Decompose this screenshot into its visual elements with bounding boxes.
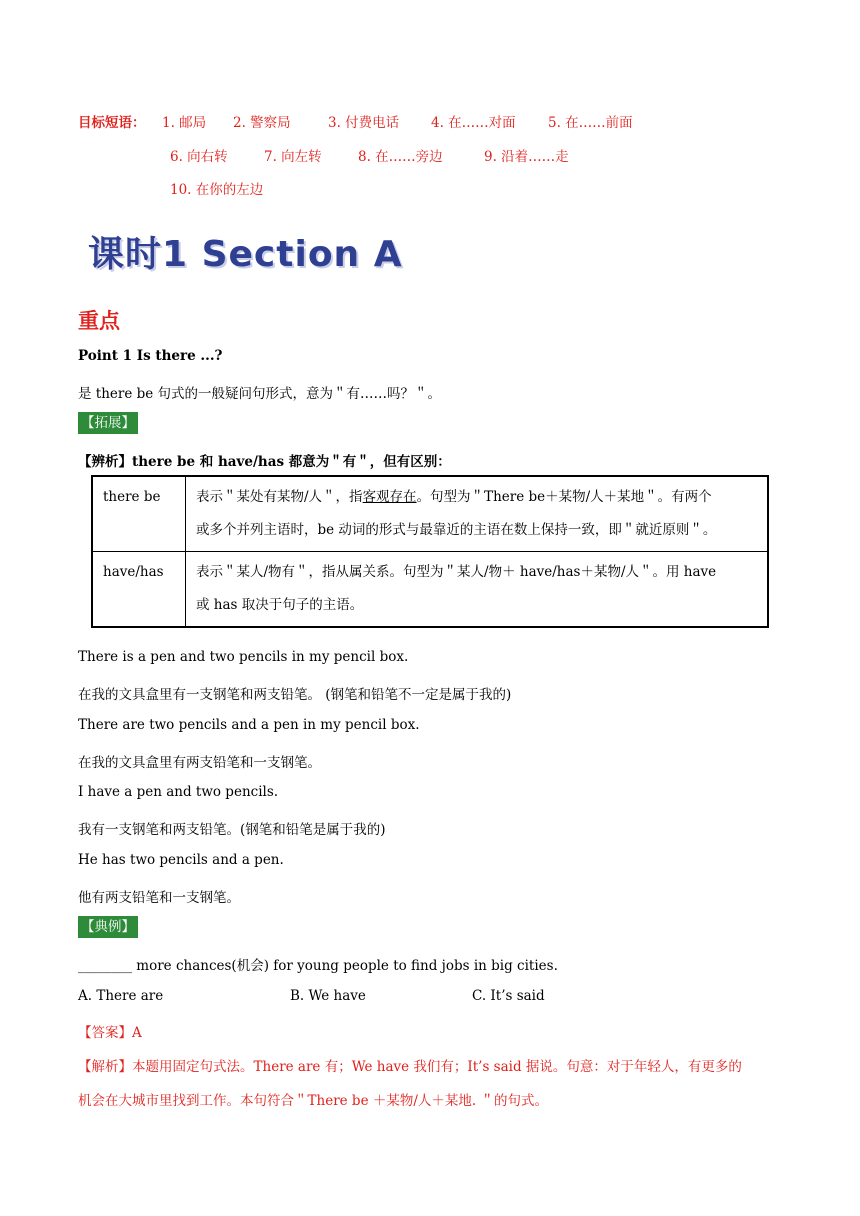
example-sentence: There are two pencils and a pen in my pencil box. [78,717,420,733]
target-phrase-item: 4. 在……对面 [431,115,516,131]
example-translation: 在我的文具盒里有一支钢笔和两支铅笔。 (钢笔和铅笔不一定是属于我的) [78,687,512,703]
cell-text: 表示＂某人/物有＂，指从属关系。句型为＂某人/物＋ have/has＋某物/人＂。用 have [196,564,717,580]
key-points-heading: 重点 [78,308,120,333]
analysis-title: 【辨析】there be 和 have/has 都意为＂有＂，但有区别： [78,454,451,470]
comparison-table [91,475,769,628]
target-phrase-item: 1. 邮局 [162,115,207,131]
example-tag: 【典例】 [78,916,138,938]
cell-text: 表示＂某处有某物/人＂，指 [196,489,363,505]
answer-option-a: A. There are [78,988,164,1004]
example-sentence: There is a pen and two pencils in my pencil box. [78,649,409,665]
target-phrase-item: 7. 向左转 [264,149,322,165]
target-phrase-item: 2. 警察局 [233,115,291,131]
question-text: ________ more chances(机会) for young people to find jobs in big cities. [78,958,558,974]
answer-text: 【答案】A [78,1025,142,1041]
point-description: 是 there be 句式的一般疑问句形式，意为＂有……吗？＂。 [78,386,442,402]
table-value-cell [186,476,769,552]
expand-tag: 【拓展】 [78,412,138,434]
cell-text: 或 has 取决于句子的主语。 [196,597,364,613]
answer-option-b: B. We have [290,988,366,1004]
answer-option-c: C. It’s said [472,988,545,1004]
example-translation: 我有一支钢笔和两支铅笔。(钢笔和铅笔是属于我的) [78,822,386,838]
target-phrase-item: 5. 在……前面 [548,115,633,131]
example-sentence: He has two pencils and a pen. [78,852,284,868]
section-banner: 课时1 Section A [88,234,403,275]
target-phrase-item: 10. 在你的左边 [170,182,264,198]
example-translation: 他有两支铅笔和一支钢笔。 [78,890,240,906]
explanation-line: 【解析】本题用固定句式法。There are 有；We have 我们有；It’s said 据说。句意：对于年轻人，有更多的 [78,1059,742,1075]
point-title: Point 1 Is there ...? [78,348,223,364]
cell-text: 或多个并列主语时，be 动词的形式与最靠近的主语在数上保持一致，即＂就近原则＂。 [196,522,717,538]
target-phrases-label: 目标短语： [78,115,146,131]
explanation-line: 机会在大城市里找到工作。本句符合＂There be ＋某物/人＋某地. ＂的句式。 [78,1093,548,1109]
table-row [92,552,768,628]
underlined-text: 客观存在 [362,489,417,505]
table-value-cell [186,552,769,628]
example-sentence: I have a pen and two pencils. [78,784,279,800]
table-key-cell: have/has [92,552,186,628]
table-key-cell: there be [92,476,186,552]
target-phrase-item: 6. 向右转 [170,149,228,165]
target-phrase-item: 9. 沿着……走 [484,149,569,165]
table-row [92,476,768,552]
target-phrase-item: 8. 在……旁边 [358,149,443,165]
cell-text: 。句型为＂There be＋某物/人＋某地＂。有两个 [416,489,712,505]
example-translation: 在我的文具盒里有两支铅笔和一支钢笔。 [78,755,321,771]
target-phrase-item: 3. 付费电话 [328,115,400,131]
